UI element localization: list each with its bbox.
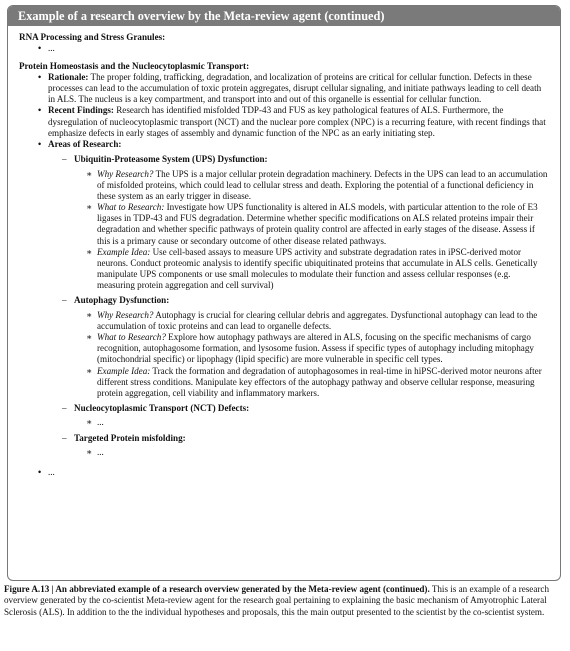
point-item xyxy=(19,310,548,332)
findings-text: Research has identified misfolded TDP-43 and FUS as key pathological features of ALS. Furthermore, the dysregulation of nucleocytoplasmic transport (NCT) and the nuclear pore complex (NPC) is a recurring feature, with recent findings that emphasize defects in early stages of assembly and dynamic function of the NPC as an early initiating step. xyxy=(48,105,546,138)
list-item xyxy=(19,43,548,57)
trailing-list xyxy=(19,467,548,478)
ellipsis-text: ... xyxy=(97,447,104,457)
section-heading-rna: RNA Processing and Stress Granules: xyxy=(19,32,166,42)
subarea-title: Autophagy Dysfunction: xyxy=(74,294,170,305)
asterisk-icon: ∗ xyxy=(86,332,93,343)
point-label: Why Research? xyxy=(97,310,154,321)
bullet-icon: • xyxy=(38,138,42,149)
dash-icon: – xyxy=(62,294,67,305)
asterisk-icon: ∗ xyxy=(86,447,93,457)
point-text: The UPS is a major cellular protein degradation machinery. Defects in the UPS can lead to an accumulation of misfolded proteins, which could lead to cellular stress and death. Exploring the potential of a functional deficiency in these system as an early trigger in disease. xyxy=(97,168,548,202)
box-title: Example of a research overview by the Meta-review agent (continued) xyxy=(8,6,560,26)
ellipsis-text: ... xyxy=(97,416,104,427)
bullet-icon: • xyxy=(38,467,42,477)
subarea-item xyxy=(19,154,548,291)
point-text: Investigate how UPS functionality is altered in ALS models, with particular attention to the role of E3 ligases in TDP-43 and FUS degradation. Determine whether specific modifications on ALS related proteins impair their degradation and whether specific pathways of protein quality control are affected in early stages of the disease. Assess if this is a primary cause or secondary outcome of other disease related pathways. xyxy=(97,202,538,246)
list-item xyxy=(19,72,548,105)
asterisk-icon: ∗ xyxy=(86,365,93,376)
asterisk-icon: ∗ xyxy=(86,168,93,179)
point-label: Example Idea: xyxy=(97,246,151,257)
point-text: Autophagy is crucial for clearing cellular debris and aggregates. Dysfunctional autophagy can lead to the accumulation of toxic proteins and can lead to organelle defects. xyxy=(97,310,538,332)
point-text: Track the formation and degradation of autophagosomes in real-time in hiPSC-derived motor neurons after different stress conditions. Manipulate key effectors of the autophagy pathway and observe cellular response, measuring protein aggregation, cell viability and inflammatory markers. xyxy=(97,365,542,398)
subarea-item xyxy=(19,433,548,461)
dash-icon: – xyxy=(62,432,67,443)
dash-icon: – xyxy=(62,402,67,413)
subarea-title: Targeted Protein misfolding: xyxy=(74,432,186,443)
list-item xyxy=(19,139,548,150)
research-overview-box xyxy=(7,5,561,581)
point-label: Why Research? xyxy=(97,168,154,179)
point-item xyxy=(19,332,548,365)
ellipsis-text: ... xyxy=(48,43,55,54)
subarea-item xyxy=(19,403,548,431)
rna-list xyxy=(19,43,548,57)
asterisk-icon: ∗ xyxy=(86,416,93,427)
point-label: Example Idea: xyxy=(97,365,151,376)
figure-caption xyxy=(4,584,566,618)
point-item xyxy=(19,247,548,291)
point-item xyxy=(19,366,548,399)
point-list xyxy=(19,310,548,399)
point-item xyxy=(19,169,548,202)
asterisk-icon: ∗ xyxy=(86,310,93,321)
dash-icon: – xyxy=(62,153,67,164)
list-item xyxy=(19,467,548,478)
point-text: Explore how autophagy pathways are altered in ALS, focusing on the specific mechanisms of cargo recognition, autophagosome formation, and lysosome fusion. Assess if specific types of autophagy including mitophagy (mitochondrial specific) or lipophagy (lipid specific) are more vulnerable in specific cell types. xyxy=(97,332,534,365)
asterisk-icon: ∗ xyxy=(86,202,93,213)
caption-text: This is an example of a research overview generated by the co-scientist Meta-review agent for the research goal pertaining to explaining the basic mechanism of Amyotrophic Lateral Sclerosis (ALS). In addition to the the individual hypotheses and proposals, this the main output presented to the scientist by the co-scientist system. xyxy=(4,584,549,617)
point-item xyxy=(19,417,548,431)
findings-label: Recent Findings: xyxy=(48,105,114,116)
subarea-title: Ubiquitin-Proteasome System (UPS) Dysfunction: xyxy=(74,153,268,164)
point-item xyxy=(19,447,548,461)
list-item xyxy=(19,105,548,138)
point-label: What to Research: xyxy=(97,202,165,213)
bullet-icon: • xyxy=(38,43,42,54)
protein-list xyxy=(19,72,548,150)
bullet-icon: • xyxy=(38,72,42,83)
point-item xyxy=(19,202,548,246)
subarea-list xyxy=(19,154,548,461)
bullet-icon: • xyxy=(38,105,42,116)
subarea-item xyxy=(19,295,548,399)
ellipsis-text: ... xyxy=(48,467,55,477)
asterisk-icon: ∗ xyxy=(86,246,93,257)
subarea-title: Nucleocytoplasmic Transport (NCT) Defects: xyxy=(74,402,250,413)
box-content xyxy=(8,26,560,478)
rationale-text: The proper folding, trafficking, degradation, and localization of proteins are critical for cellular function. Defects in these processes can lead to the accumulation of toxic protein aggregates, disrupt cellular signaling, and initiate pathways leading to cell death in ALS. The nucleus is a key compartment, and transport into and out of this organelle is essential for cellular function. xyxy=(48,72,542,105)
areas-label: Areas of Research: xyxy=(48,138,122,149)
point-list xyxy=(19,417,548,431)
point-label: What to Research? xyxy=(97,332,166,343)
point-list xyxy=(19,169,548,291)
point-list xyxy=(19,447,548,461)
point-text: Use cell-based assays to measure UPS activity and substrate degradation rates in iPSC-derived motor neurons. Conduct proteomic analysis to identify specific ubiquitinated proteins that accumulate in ALS cells. Genetically manipulate UPS components or use small molecules to modulate their function and assess cellular responses (e.g. measuring protein aggregation and cell survival) xyxy=(97,246,538,290)
section-heading-protein: Protein Homeostasis and the Nucleocytoplasmic Transport: xyxy=(19,61,250,72)
figure-label: Figure A.13 | An abbreviated example of a research overview generated by the Meta-review agent (continued). xyxy=(4,584,430,594)
rationale-label: Rationale: xyxy=(48,72,89,83)
